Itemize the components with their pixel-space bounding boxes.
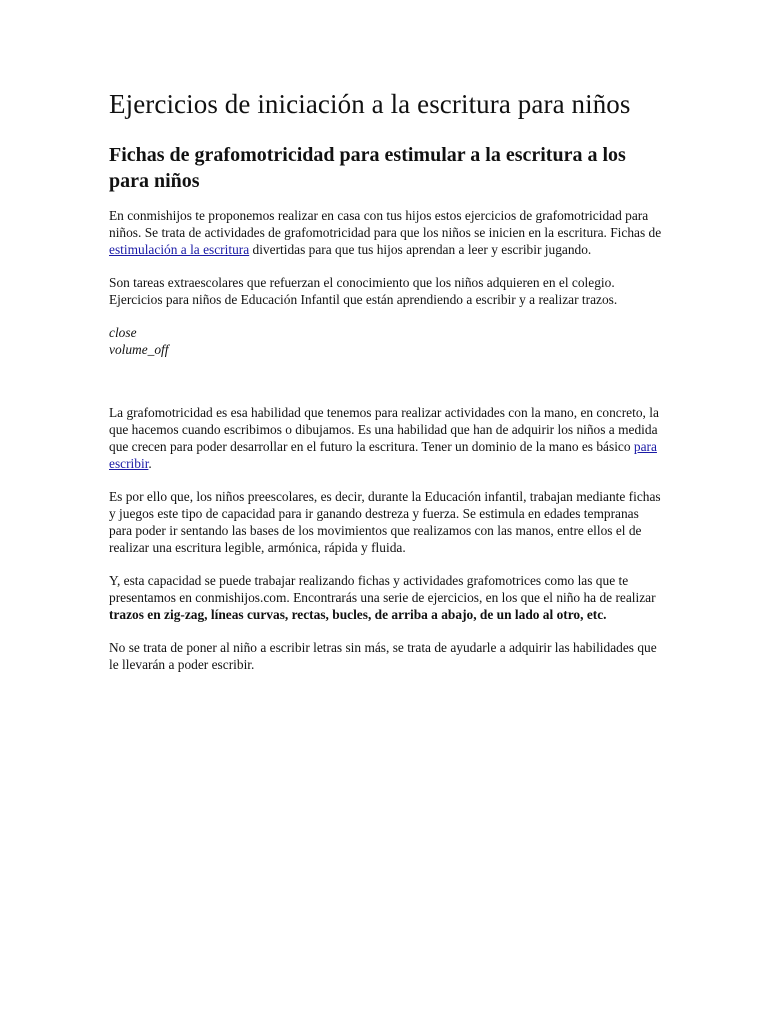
grafomotricidad-text-after-link: . bbox=[148, 456, 152, 471]
capacidad-paragraph bbox=[109, 572, 665, 623]
tareas-paragraph: Son tareas extraescolares que refuerzan el conocimiento que los niños adquieren en el colegio. Ejercicios para niños de Educación Infantil que están aprendiendo a escribir y a realizar trazos. bbox=[109, 275, 618, 307]
page-subtitle: Fichas de grafomotricidad para estimular a la escritura a los para niños bbox=[109, 144, 626, 192]
volume-off-icon[interactable]: volume_off bbox=[109, 342, 169, 357]
intro-paragraph bbox=[109, 207, 665, 258]
document-page bbox=[109, 88, 665, 673]
media-controls bbox=[109, 324, 665, 358]
intro-text-after-link: divertidas para que tus hijos aprendan a leer y escribir jugando. bbox=[249, 242, 592, 257]
intro-text-before-link: En conmishijos te proponemos realizar en casa con tus hijos estos ejercicios de grafomotricidad para niños. Se trata de actividades de grafomotricidad para que los niños se inicien en la escritura. Fichas de bbox=[109, 208, 662, 240]
page-title: Ejercicios de iniciación a la escritura para niños bbox=[109, 89, 631, 119]
grafomotricidad-text-before-link: La grafomotricidad es esa habilidad que tenemos para realizar actividades con la mano, en concreto, la que hacemos cuando escribimos o dibujamos. Es una habilidad que han de adquirir los niños a medida que crecen para poder desarrollar en el futuro la escritura. Tener un dominio de la mano es básico bbox=[109, 405, 659, 454]
para-escribir-link[interactable]: para escribir bbox=[109, 439, 657, 471]
estimulacion-escritura-link[interactable]: estimulación a la escritura bbox=[109, 242, 250, 257]
preescolares-paragraph: Es por ello que, los niños preescolares, es decir, durante la Educación infantil, trabajan mediante fichas y juegos este tipo de capacidad para ir ganando destreza y fuerza. Se estimula en edades tempranas para poder ir sentando las bases de los movimientos que realizamos con las manos, entre ellos el de realizar una escritura legible, armónica, rápida y fluida. bbox=[109, 489, 661, 555]
closing-paragraph: No se trata de poner al niño a escribir letras sin más, se trata de ayudarle a adquirir las habilidades que le llevarán a poder escribir. bbox=[109, 640, 657, 672]
close-icon[interactable]: close bbox=[109, 325, 137, 340]
trazos-bold-text: trazos en zig-zag, líneas curvas, rectas, bucles, de arriba a abajo, de un lado al otro, etc. bbox=[109, 607, 607, 622]
capacidad-text: Y, esta capacidad se puede trabajar realizando fichas y actividades grafomotrices como las que te presentamos en conmishijos.com. Encontrarás una serie de ejercicios, en los que el niño ha de realizar bbox=[109, 573, 656, 605]
grafomotricidad-paragraph bbox=[109, 404, 665, 472]
